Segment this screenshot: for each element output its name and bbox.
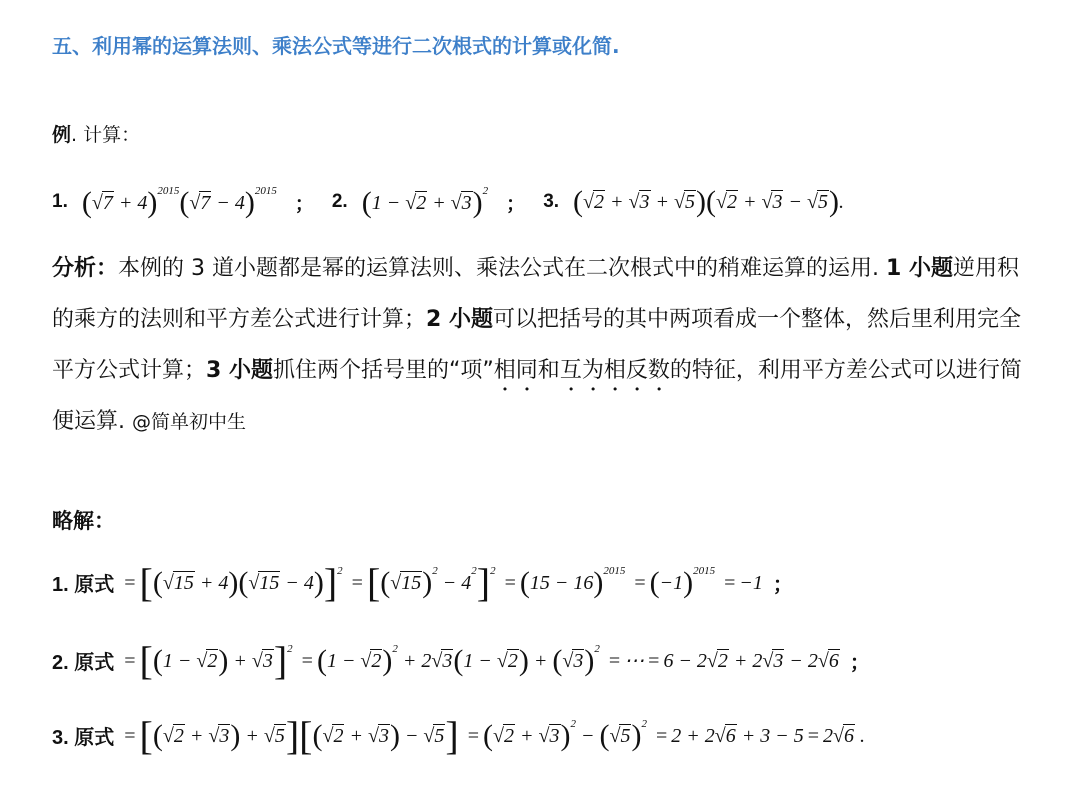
problem-3-expression: (√2 + √3 + √5)(√2 + √3 − √5). xyxy=(573,185,844,218)
solution-line-2: 2. 原式 = $[(1 - √2) + √3]^2 = (1 - √2)^2 + 2√3(1 - √2) + (√3)^2$ = ⋯ = 6 − 2√2 + 2√3 − 2√6 ； xyxy=(52,637,870,683)
solution-line-1: 1. 原式 = $[(√15 + 4)(√15 - 4)]^2 = [(√15)^2 - 4^2]^2 = (15 - 16)^{2015} = (-1)^{2015} = -1$ ； xyxy=(52,559,793,605)
author-signature: @简单初中生 xyxy=(132,411,247,433)
example-label: 例. 计算： xyxy=(52,124,141,146)
problem-2-expression: $(1 - √2 + √3)^2$ xyxy=(361,184,489,219)
problem-3-number: 3. xyxy=(543,191,560,212)
problem-1-number: 1. xyxy=(52,191,68,212)
problem-1-expression: $(√7 + 4)^{2015}(√7 - 4)^{2015}$ xyxy=(81,184,277,219)
problems-line: 1. $(√7 + 4)^{2015}(√7 - 4)^{2015}$ ； 2. $(1 - √2 + √3)^2$ ； 3. (√2 + √3 + √5)(√2 + √3 − √5). xyxy=(52,184,844,219)
problem-2-number: 2. xyxy=(331,191,348,212)
section-heading: 五、利用幂的运算法则、乘法公式等进行二次根式的计算或化简. xyxy=(52,34,620,58)
solution-title: 略解： xyxy=(52,509,115,533)
analysis-paragraph: 分析：本例的 3 道小题都是幂的运算法则、乘法公式在二次根式中的稍难运算的运用. 1 小题逆用积的乘方的法则和平方差公式进行计算；2 小题可以把括号的其中两项看成一个整体，然后里利用完全平方公式计算；3 小题抓住两个括号里的“项”相同和互为相反数的特征，利用平方差公式可以进行简便运算. @简单初中生 xyxy=(52,256,1022,434)
solution-line-3: 3. 原式 = $[(√2 + √3) + √5][(√2 + √3) - √5] = (√2 + √3)^2 - (√5)^2 = 2 + 2√6 + 3 - 5 = 2√6$ . xyxy=(52,712,866,758)
